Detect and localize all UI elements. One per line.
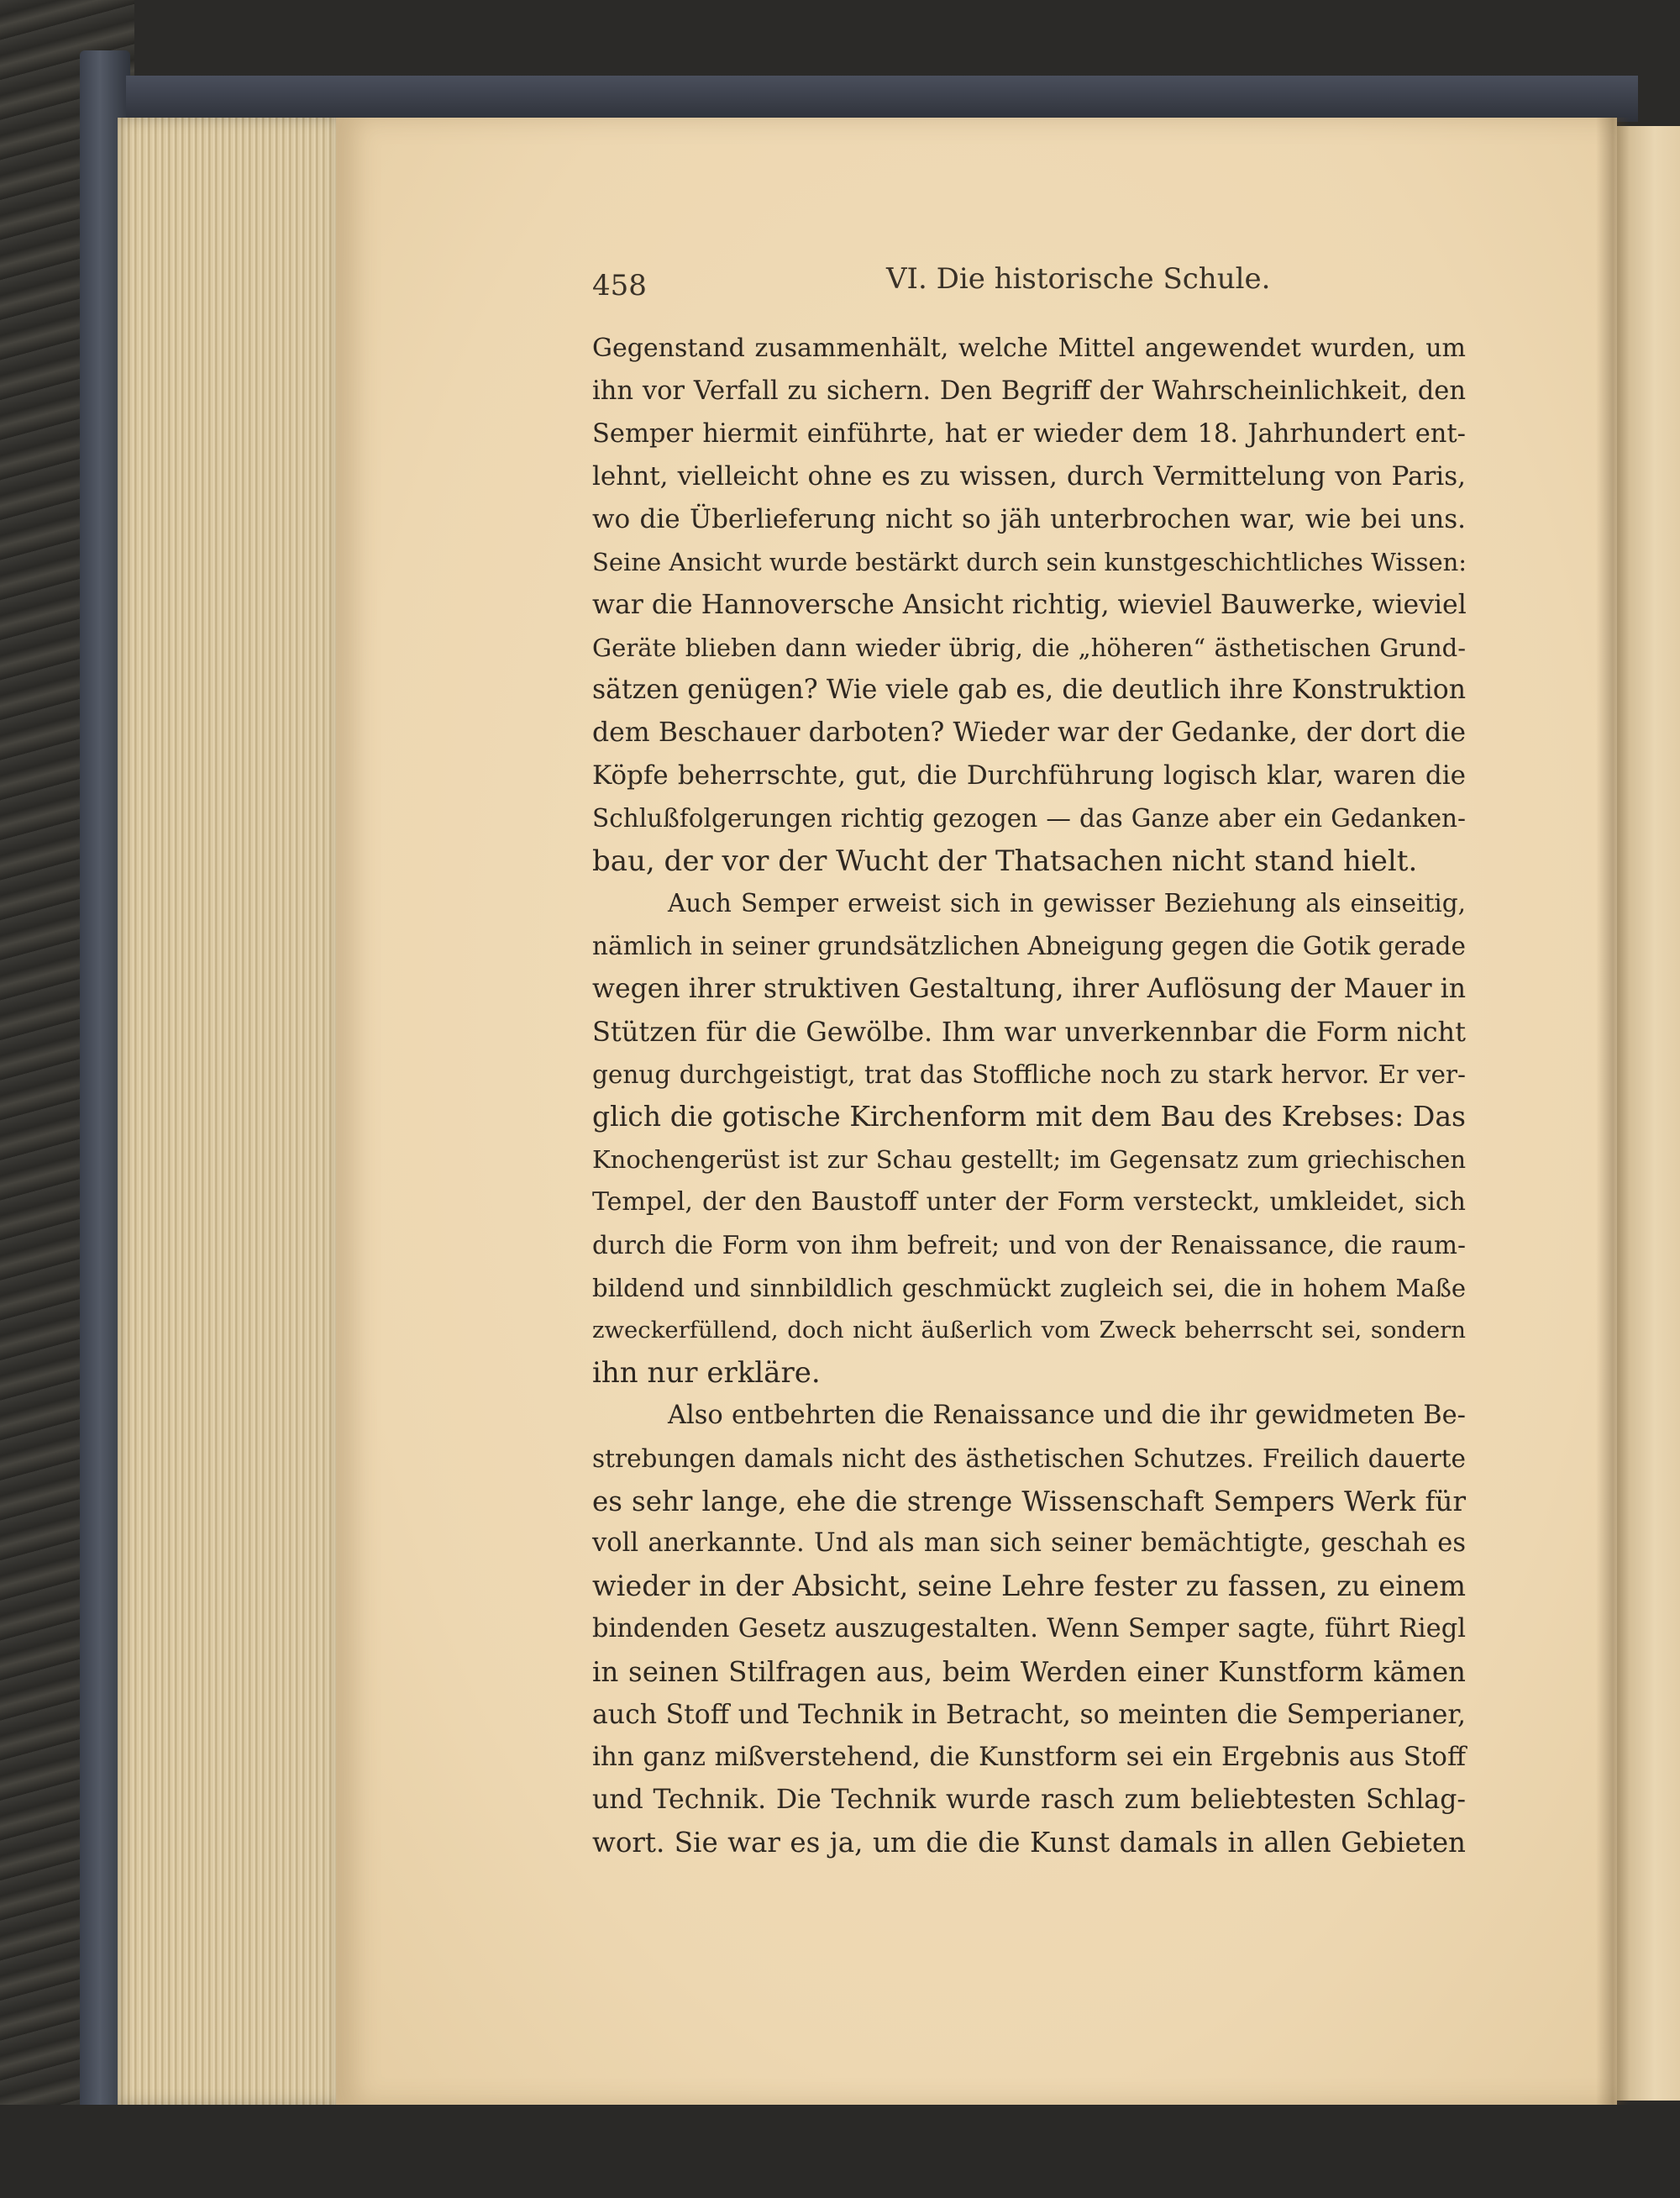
text-line: zweckerfüllend, doch nicht äußerlich vom Zweck beherrscht sei, sondern xyxy=(592,1317,1466,1344)
text-line: Semper hiermit einführte, hat er wieder dem 18. Jahrhundert ent- xyxy=(592,418,1466,449)
text-line: Geräte blieben dann wieder übrig, die „höheren“ ästhetischen Grund- xyxy=(592,633,1466,662)
text-line: Seine Ansicht wurde bestärkt durch sein kunstgeschichtliches Wissen: xyxy=(592,547,1467,576)
text-line: Auch Semper erweist sich in gewisser Beziehung als einseitig, xyxy=(668,889,1466,918)
text-line: es sehr lange, ehe die strenge Wissenschaft Sempers Werk für xyxy=(592,1485,1466,1517)
text-line: ihn ganz mißverstehend, die Kunstform sei ein Ergebnis aus Stoff xyxy=(592,1742,1466,1773)
background-bottom xyxy=(0,2105,1680,2198)
text-line: wort. Sie war es ja, um die die Kunst damals in allen Gebieten xyxy=(592,1826,1466,1859)
text-line: war die Hannoversche Ansicht richtig, wieviel Bauwerke, wieviel xyxy=(592,589,1467,620)
text-line: voll anerkannte. Und als man sich seiner bemächtigte, geschah es xyxy=(592,1528,1466,1559)
text-line: sätzen genügen? Wie viele gab es, die deutlich ihre Konstruktion xyxy=(592,675,1466,706)
text-line: Köpfe beherrschte, gut, die Durchführung logisch klar, waren die xyxy=(592,760,1466,791)
text-line: Knochengerüst ist zur Schau gestellt; im Gegensatz zum griechischen xyxy=(592,1145,1466,1175)
text-line: glich die gotische Kirchenform mit dem Bau des Krebses: Das xyxy=(592,1100,1466,1133)
page-edges-stack xyxy=(118,118,342,2105)
text-line: in seinen Stilfragen aus, beim Werden einer Kunstform kämen xyxy=(592,1655,1466,1688)
text-line: bindenden Gesetz auszugestalten. Wenn Semper sagte, führt Riegl xyxy=(592,1613,1466,1643)
text-line: ihn vor Verfall zu sichern. Den Begriff der Wahrscheinlichkeit, den xyxy=(592,376,1466,406)
text-line: strebungen damals nicht des ästhetischen Schutzes. Freilich dauerte xyxy=(592,1443,1466,1473)
text-line: Schlußfolgerungen richtig gezogen — das Ganze aber ein Gedanken- xyxy=(592,803,1466,833)
text-line: nämlich in seiner grundsätzlichen Abneigung gegen die Gotik gerade xyxy=(592,932,1467,961)
page-gutter xyxy=(1596,118,1630,2105)
text-line: wieder in der Absicht, seine Lehre fester zu fassen, zu einem xyxy=(592,1570,1466,1603)
text-line: wo die Überlieferung nicht so jäh unterbrochen war, wie bei uns. xyxy=(592,504,1466,535)
text-line: dem Beschauer darboten? Wieder war der Gedanke, der dort die xyxy=(592,718,1466,749)
text-line: wegen ihrer struktiven Gestaltung, ihrer Auflösung der Mauer in xyxy=(592,973,1466,1004)
running-head: VI. Die historische Schule. xyxy=(886,262,1271,296)
text-line: Stützen für die Gewölbe. Ihm war unverkennbar die Form nicht xyxy=(592,1015,1466,1048)
book-spine-top xyxy=(126,76,1638,122)
text-line: Tempel, der den Baustoff unter der Form versteckt, umkleidet, sich xyxy=(592,1186,1466,1217)
text-line: Also entbehrten die Renaissance und die ihr gewidmeten Be- xyxy=(668,1400,1466,1430)
text-line: genug durchgeistigt, trat das Stoffliche noch zu stark hervor. Er ver- xyxy=(592,1060,1466,1089)
body-text xyxy=(592,328,1466,1864)
text-line: durch die Form von ihm befreit; und von der Renaissance, die raum- xyxy=(592,1230,1466,1259)
page-number: 458 xyxy=(592,269,647,302)
text-line: bildend und sinnbildlich geschmückt zugleich sei, die in hohem Maße xyxy=(592,1273,1466,1302)
text-line: lehnt, vielleicht ohne es zu wissen, durch Vermittelung von Paris, xyxy=(592,461,1466,492)
text-line: auch Stoff und Technik in Betracht, so meinten die Semperianer, xyxy=(592,1699,1466,1730)
text-line: bau, der vor der Wucht der Thatsachen nicht stand hielt. xyxy=(592,844,1418,878)
text-line: Gegenstand zusammenhält, welche Mittel angewendet wurden, um xyxy=(592,334,1466,363)
text-line: ihn nur erkläre. xyxy=(592,1356,821,1391)
text-line: und Technik. Die Technik wurde rasch zum beliebtesten Schlag- xyxy=(592,1785,1466,1816)
